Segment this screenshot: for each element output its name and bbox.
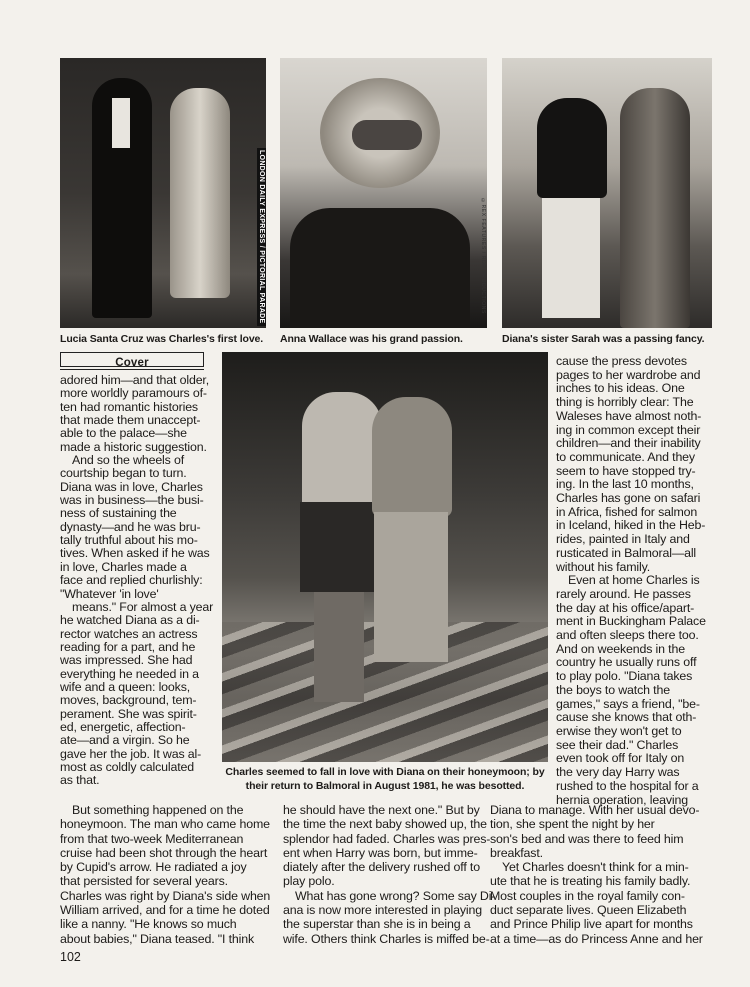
text-line: diately after the delivery rushed off to xyxy=(283,860,480,875)
text-line: made a historic suggestion. xyxy=(60,439,207,454)
text-line: honeymoon. The man who came home xyxy=(60,817,270,832)
text-line: rides, painted in Italy and xyxy=(556,532,690,547)
figure-white-trousers xyxy=(542,198,600,318)
photo-lucia-santa-cruz xyxy=(60,58,266,328)
text-line: courtship began to turn. xyxy=(60,466,187,481)
text-line: Most couples in the royal family con- xyxy=(490,888,685,903)
text-line: ing in common except their xyxy=(556,422,701,437)
text-line: ten had romantic histories xyxy=(60,399,198,414)
text-column-bottom-right xyxy=(490,803,703,946)
photo-caption: Diana's sister Sarah was a passing fancy. xyxy=(502,333,705,345)
text-line: moves, background, tem- xyxy=(60,693,197,708)
text-line: erwise they won't get to xyxy=(556,723,682,738)
text-line: was in business—the busi- xyxy=(60,493,204,508)
text-column-bottom-middle xyxy=(283,803,495,946)
figure-charles-legs xyxy=(314,592,364,702)
text-line: pages to her wardrobe and xyxy=(556,367,701,382)
text-line: tally truthful about his mo- xyxy=(60,533,198,548)
figure-jacket xyxy=(290,208,470,328)
text-line: ute that he is treating his family badly. xyxy=(490,874,691,889)
text-line: everything he needed in a xyxy=(60,666,199,681)
text-line: in love, Charles made a xyxy=(60,559,187,574)
text-line: What has gone wrong? Some say Di- xyxy=(295,888,496,903)
text-line: most as coldly calculated xyxy=(60,759,194,774)
text-column-left xyxy=(60,374,213,788)
text-line: dynasty—and he was bru- xyxy=(60,519,201,534)
text-line: and Prince Philip live apart for months xyxy=(490,917,693,932)
photo-credit: ©REX FEATURES / RDR PRODUCTIONS xyxy=(480,198,486,314)
text-line: even took off for Italy on xyxy=(556,751,685,766)
text-line: to play polo. "Diana takes xyxy=(556,669,693,684)
figure-diana-jacket xyxy=(372,397,452,517)
photo-sarah-spencer xyxy=(502,58,712,328)
text-line: ment in Buckingham Palace xyxy=(556,614,706,629)
photo-caption: Lucia Santa Cruz was Charles's first love. xyxy=(60,333,264,345)
figure-charles-sweater xyxy=(302,392,382,512)
text-line: Diana to manage. With her usual devo- xyxy=(490,803,700,817)
photo-charles-diana-balmoral xyxy=(222,352,548,762)
text-line: splendor had faded. Charles was pres- xyxy=(283,831,491,846)
text-line: tives. When asked if he was xyxy=(60,546,210,561)
text-line: tion, she spent the night by her xyxy=(490,817,655,832)
text-line: as that. xyxy=(60,773,100,788)
text-line: see their dad." Charles xyxy=(556,737,679,752)
text-line: by Cupid's arrow. He radiated a joy xyxy=(60,860,247,875)
text-line: Charles was right by Diana's side when xyxy=(60,888,271,903)
text-line: more worldly paramours of- xyxy=(60,386,207,401)
text-line: he watched Diana as a di- xyxy=(60,613,200,628)
text-line: cruise had been shot through the heart xyxy=(60,845,268,860)
text-line: was impressed. She had xyxy=(60,653,193,668)
text-column-bottom-left xyxy=(60,803,270,946)
text-line: games," says a friend, "be- xyxy=(556,696,700,711)
text-line: ing. In the last 10 months, xyxy=(556,477,694,492)
text-line: reading for a part, and he xyxy=(60,639,196,654)
text-line: and often sleeps there too. xyxy=(556,628,699,643)
text-line: the boys to watch the xyxy=(556,682,670,697)
text-line: And so the wheels of xyxy=(72,453,185,468)
text-line: in Iceland, hiked in the Heb- xyxy=(556,518,706,533)
text-line: able to the palace—she xyxy=(60,426,187,441)
text-line: from that two-week Mediterranean xyxy=(60,831,244,846)
text-line: duct separate lives. Queen Elizabeth xyxy=(490,903,687,918)
section-label-box xyxy=(60,352,204,367)
figure-sunglasses xyxy=(352,120,422,150)
text-line: Even at home Charles is xyxy=(568,573,700,588)
figure-shirt xyxy=(112,98,130,148)
text-line: And on weekends in the xyxy=(556,641,685,656)
text-line: wife and a queen: looks, xyxy=(60,679,191,694)
text-line: Waleses have almost noth- xyxy=(556,408,702,423)
text-line: at a time—as do Princess Anne and her xyxy=(490,931,703,946)
text-line: hernia operation, leaving xyxy=(556,792,688,807)
text-line: in Africa, fished for salmon xyxy=(556,504,698,519)
text-line: inches to his ideas. One xyxy=(556,381,685,396)
text-column-right xyxy=(556,355,706,807)
text-line: ed, energetic, affection- xyxy=(60,719,186,734)
figure-lucia xyxy=(170,88,230,298)
figure-charles-polo xyxy=(537,98,607,198)
text-line: that persisted for several years. xyxy=(60,874,228,889)
text-line: rusticated in Balmoral—all xyxy=(556,545,697,560)
text-line: Charles has gone on safari xyxy=(556,491,701,506)
text-line: without his family. xyxy=(556,559,651,574)
text-line: rarely around. He passes xyxy=(556,586,691,601)
text-line: about babies," Diana teased. "I think xyxy=(60,931,255,946)
text-line: adored him—and that older, xyxy=(60,373,210,387)
text-line: country he usually runs off xyxy=(556,655,697,670)
text-line: to communicate. And they xyxy=(556,449,695,464)
text-line: the superstar than she is in being a xyxy=(283,917,471,932)
text-line: But something happened on the xyxy=(72,803,244,817)
text-line: ent when Harry was born, but imme- xyxy=(283,845,478,860)
figure-sarah xyxy=(620,88,690,328)
text-line: ate—and a virgin. So he xyxy=(60,733,190,748)
text-line: cause the press devotes xyxy=(556,354,687,368)
text-line: breakfast. xyxy=(490,845,543,860)
text-line: gave her the job. It was al- xyxy=(60,746,202,761)
photo-anna-wallace xyxy=(280,58,487,328)
text-line: the very day Harry was xyxy=(556,765,680,780)
main-photo-caption-line: their return to Balmoral in August 1981, he was besotted. xyxy=(245,780,525,792)
text-line: the time the next baby showed up, the xyxy=(283,817,487,832)
text-line: son's bed and was there to feed him xyxy=(490,831,684,846)
text-line: children—and their inability xyxy=(556,436,701,451)
text-line: Diana was in love, Charles xyxy=(60,479,203,494)
text-line: cause she knows that oth- xyxy=(556,710,697,725)
figure-diana-skirt xyxy=(374,512,448,662)
text-line: "Whatever 'in love' xyxy=(60,586,159,601)
text-line: like a nanny. "He knows so much xyxy=(60,917,237,932)
text-line: rushed to the hospital for a xyxy=(556,778,699,793)
text-line: ana is now more interested in playing xyxy=(283,903,483,918)
text-line: William arrived, and for a time he doted xyxy=(60,903,270,918)
page-number: 102 xyxy=(60,950,81,964)
figure-charles-kilt xyxy=(300,502,380,592)
section-label: Cover xyxy=(115,357,149,369)
text-line: thing is horribly clear: The xyxy=(556,395,694,410)
text-line: perament. She was spirit- xyxy=(60,706,197,721)
text-line: ness of sustaining the xyxy=(60,506,177,521)
photo-credit: LONDON DAILY EXPRESS / PICTORIAL PARADE xyxy=(258,150,265,324)
main-photo-caption-line: Charles seemed to fall in love with Diana on their honeymoon; by xyxy=(225,766,545,778)
text-line: seem to have stopped try- xyxy=(556,463,696,478)
text-line: rector watches an actress xyxy=(60,626,198,641)
text-line: wife. Others think Charles is miffed be- xyxy=(283,931,490,946)
photo-caption: Anna Wallace was his grand passion. xyxy=(280,333,463,345)
text-line: face and replied churlishly: xyxy=(60,573,203,588)
text-line: he should have the next one." But by xyxy=(283,803,480,817)
text-line: that made them unaccept- xyxy=(60,413,201,428)
text-line: means." For almost a year xyxy=(72,599,214,614)
text-line: play polo. xyxy=(283,874,335,889)
divider xyxy=(60,369,204,370)
text-line: Yet Charles doesn't think for a min- xyxy=(502,860,689,875)
text-line: the day at his office/apart- xyxy=(556,600,695,615)
